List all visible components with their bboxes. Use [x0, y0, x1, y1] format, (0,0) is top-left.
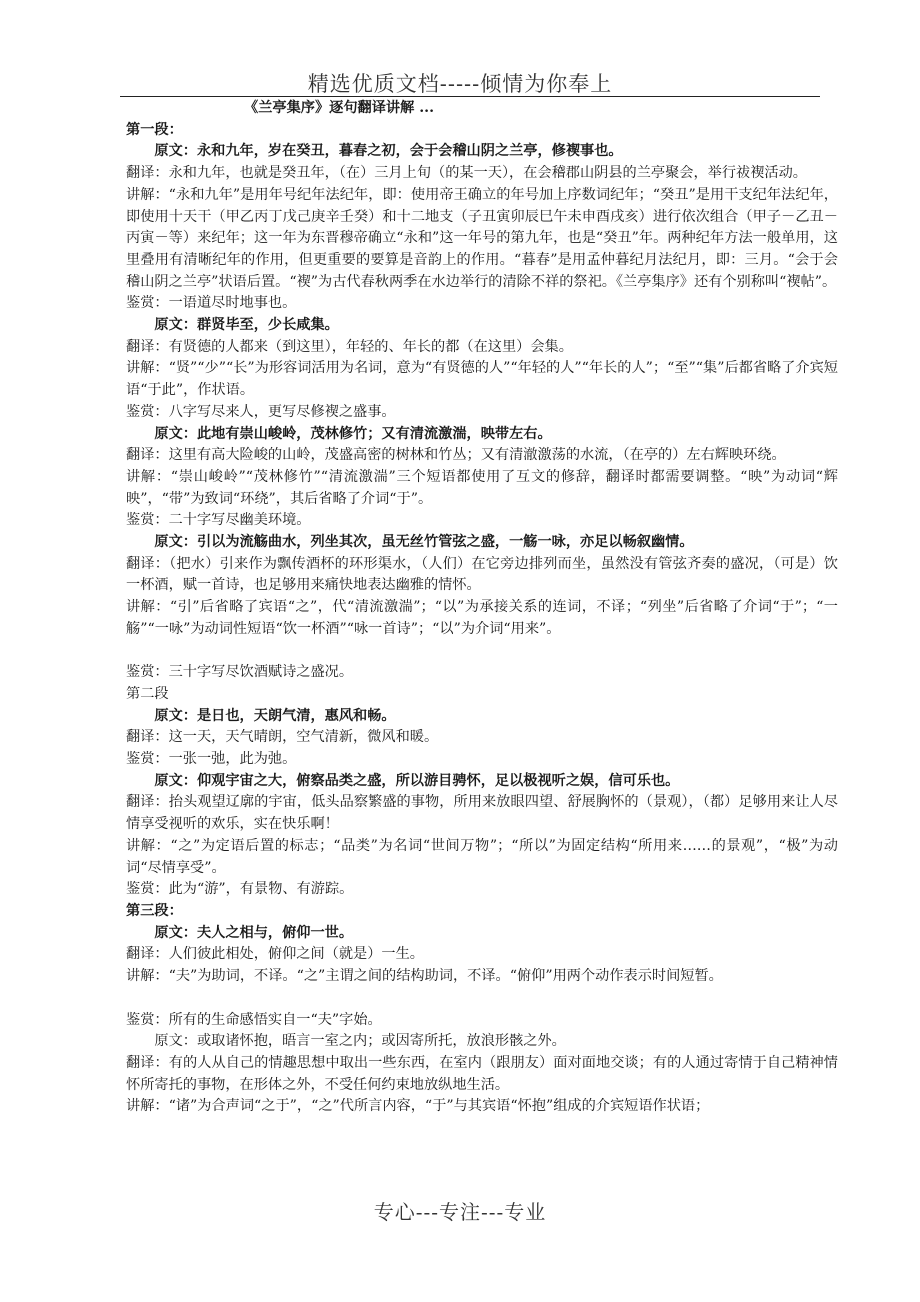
original-text: 原文：夫人之相与，俯仰一世。 — [154, 924, 354, 941]
appreciation-text: 鉴赏：一张一弛，此为弛。 — [126, 751, 297, 768]
original-text: 原文：引以为流觞曲水，列坐其次，虽无丝竹管弦之盛，一觞一咏，亦足以畅叙幽情。 — [154, 534, 694, 551]
header-divider — [120, 96, 820, 97]
original-text: 原文：仰观宇宙之大，俯察品类之盛，所以游目骋怀，足以极视听之娱，信可乐也。 — [154, 772, 680, 789]
page-footer: 专心---专注---专业 — [373, 1200, 547, 1224]
translation-text: 翻译：抬头观望辽廓的宇宙，低头品察繁盛的事物，所用来放眼四望、舒展胸怀的（景观），（都）足够用来让人尽情享受视听的欢乐，实在快乐啊！ — [126, 794, 838, 833]
document-body — [126, 98, 838, 1118]
appreciation-text: 鉴赏：一语道尽时地事也。 — [126, 295, 297, 312]
section-heading: 第三段： — [126, 903, 183, 919]
explanation-text: 讲解：“崇山峻岭”“茂林修竹”“清流激湍”三个短语都使用了互文的修辞，翻译时都需要调整。“映”为动词“辉映”，“带”为致词“环绕”，其后省略了介词“于”。 — [126, 468, 838, 507]
explanation-text: 讲解：“诸”为合声词“之于”，“之”代所言内容，“于”与其宾语“怀抱”组成的介宾短语作状语； — [126, 1098, 710, 1115]
explanation-text: 讲解：“夫”为助词，不译。“之”主谓之间的结构助词，不译。“俯仰”用两个动作表示时间短暂。 — [126, 968, 723, 985]
original-text: 原文：永和九年，岁在癸丑，暮春之初，会于会稽山阴之兰亭，修褉事也。 — [154, 143, 623, 160]
explanation-text: 讲解：“引”后省略了宾语“之”，代“清流激湍”；“以”为承接关系的连词，不译；“列坐”后省略了介词“于”；“一觞”“一咏”为动词性短语“饮一杯酒”“咏一首诗”；“以”为介词“用来”。 — [126, 599, 838, 637]
appreciation-text: 鉴赏：八字写尽来人，更写尽修褉之盛事。 — [126, 403, 396, 420]
original-text: 原文：此地有崇山峻岭，茂林修竹；又有清流激湍，映带左右。 — [154, 425, 552, 442]
translation-text: 翻译：这里有高大险峻的山岭，茂盛高密的树林和竹丛；又有清澈激荡的水流，（在亭的）左右辉映环绕。 — [126, 447, 786, 464]
appreciation-text: 鉴赏：所有的生命感悟实自一“夫”字始。 — [126, 1011, 382, 1028]
translation-text: 翻译：永和九年，也就是癸丑年，（在）三月上旬（的某一天），在会稽郡山阴县的兰亭聚会，举行祓褉活动。 — [126, 165, 807, 182]
original-text: 原文：或取诸怀抱，晤言一室之内；或因寄所托，放浪形骸之外。 — [154, 1033, 566, 1050]
explanation-text: 讲解：“贤”“少”“长”为形容词活用为名词，意为“有贤德的人”“年轻的人”“年长的人”；“至”“集”后都省略了介宾短语“于此”，作状语。 — [126, 360, 838, 399]
translation-text: 翻译：人们彼此相处，俯仰之间（就是）一生。 — [126, 946, 424, 963]
translation-text: 翻译：这一天，天气晴朗，空气清新，微风和暖。 — [126, 729, 439, 746]
blank-line — [126, 988, 838, 1010]
original-text: 原文：群贤毕至，少长咸集。 — [154, 317, 339, 334]
appreciation-text: 鉴赏：三十字写尽饮酒赋诗之盛况。 — [126, 664, 354, 681]
page-header: 精选优质文档-----倾情为你奉上 — [307, 72, 613, 96]
section-heading: 第二段 — [126, 685, 169, 702]
translation-text: 翻译：（把水）引来作为飘传酒杯的环形渠水，（人们）在它旁边排列而坐，虽然没有管弦齐奏的盛况，（可是）饮一杯酒，赋一首诗，也足够用来痛快地表达幽雅的情怀。 — [126, 555, 838, 594]
blank-line — [126, 641, 838, 663]
appreciation-text: 鉴赏：二十字写尽幽美环境。 — [126, 512, 311, 529]
appreciation-text: 鉴赏：此为“游”，有景物、有游踪。 — [126, 881, 354, 898]
explanation-text: 讲解：“之”为定语后置的标志；“品类”为名词“世间万物”；“所以”为固定结构“所用来……的景观”，“极”为动词“尽情享受”。 — [126, 837, 838, 876]
explanation-text: 讲解：“永和九年”是用年号纪年法纪年，即：使用帝王确立的年号加上序数词纪年；“癸丑”是用干支纪年法纪年，即使用十天干（甲乙丙丁戊己庚辛壬癸）和十二地支（子丑寅卯辰巳午未申酉戌亥）进行依次组合（甲子－乙丑－丙寅－等）来纪年；这一年为东晋穆帝确立“永和”这一年号的第九年，也是“癸丑”年。两种纪年方法一般单用，这里叠用有清晰纪年的作用，但更重要的要算是音韵上的作用。“暮春”是用孟仲暮纪月法纪月，即：三月。“会于会稽山阴之兰亭”状语后置。“褉”为古代春秋两季在水边举行的清除不祥的祭祀。《兰亭集序》还有个别称叫“褉帖”。 — [126, 186, 838, 290]
original-text: 原文：是日也，天朗气清，惠风和畅。 — [154, 707, 396, 724]
document-title: 《兰亭集序》逐句翻译讲解 ... — [244, 100, 435, 116]
section-heading: 第一段： — [126, 121, 183, 138]
translation-text: 翻译：有贤德的人都来（到这里），年轻的、年长的都（在这里）会集。 — [126, 338, 573, 355]
translation-text: 翻译：有的人从自己的情趣思想中取出一些东西，在室内（跟朋友）面对面地交谈；有的人通过寄情于自己精神情怀所寄托的事物，在形体之外，不受任何约束地放纵地生活。 — [126, 1054, 838, 1093]
